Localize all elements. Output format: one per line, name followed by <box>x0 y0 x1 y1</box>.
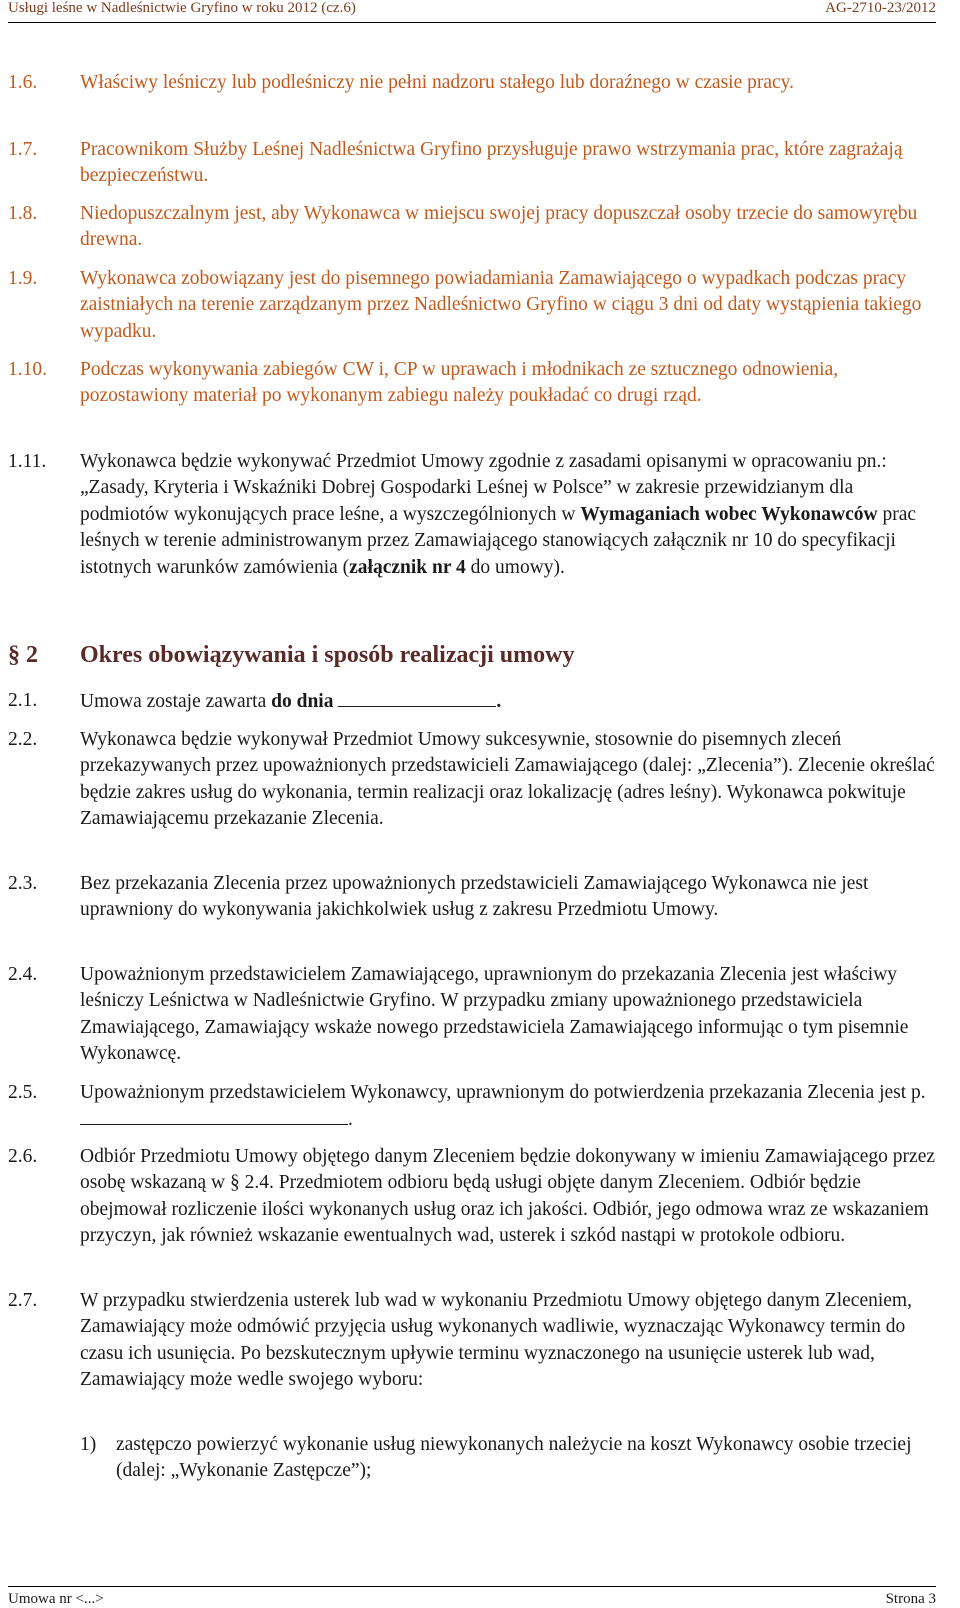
footer-contract-number: Umowa nr <...> <box>8 1591 104 1607</box>
item-text: Upoważnionym przedstawicielem Wykonawcy, uprawnionym do potwierdzenia przekazania Zlecenia jest p. . <box>80 1082 926 1131</box>
item-number: 2.7. <box>8 1290 38 1311</box>
item-number: 2.4. <box>8 964 38 985</box>
section-symbol: § 2 <box>8 642 38 668</box>
item-text: Właściwy leśniczy lub podleśniczy nie pełni nadzoru stałego lub doraźnego w czasie pracy. <box>80 72 795 93</box>
list-item <box>8 266 938 345</box>
section-title: Okres obowiązywania i sposób realizacji umowy <box>80 642 575 668</box>
list-item <box>8 1080 938 1134</box>
list-item <box>8 688 938 715</box>
list-item <box>8 1144 938 1250</box>
list-item <box>8 962 938 1068</box>
list-item <box>8 70 938 96</box>
header-title: Usługi leśne w Nadleśnictwie Gryfino w roku 2012 (cz.6) <box>8 0 356 16</box>
item-number: 1.8. <box>8 203 38 224</box>
item-text: Wykonawca zobowiązany jest do pisemnego powiadamiania Zamawiającego o wypadkach podczas pracy zaistniałych na terenie zarządzanym przez Nadleśnictwo Gryfino w ciągu 3 dni od daty wystąpienia takiego wypadku. <box>80 268 922 342</box>
bold-attachment: załącznik nr 4 <box>349 556 466 578</box>
page-footer <box>8 1586 936 1608</box>
item-number: 2.3. <box>8 873 38 894</box>
list-item <box>8 357 938 410</box>
list-item <box>8 871 938 924</box>
item-text: Niedopuszczalnym jest, aby Wykonawca w miejscu swojej pracy dopuszczał osoby trzecie do samowyrębu drewna. <box>80 203 918 251</box>
item-text: Wykonawca będzie wykonywać Przedmiot Umowy zgodnie z zasadami opisanymi w opracowaniu pn.: „Zasady, Kryteria i Wskaźniki Dobrej Gospodarki Leśnej w Polsce” w zakresie przewidzianym dla podmiotów wykonujących prace leśne, a wyszczególnionych w Wymaganiach wobec Wykonawców prac leśnych w terenie administrowanym przez Zamawiającego stanowiących załącznik nr 10 do specyfikacji istotnych warunków zamówienia (załącznik nr 4 do umowy). <box>80 451 917 578</box>
name-blank-line <box>80 1106 348 1125</box>
item-text: Pracownikom Służby Leśnej Nadleśnictwa Gryfino przysługuje prawo wstrzymania prac, które zagrażają bezpieczeństwu. <box>80 139 903 187</box>
item-text: Bez przekazania Zlecenia przez upoważnionych przedstawicieli Zamawiającego Wykonawca nie jest uprawniony do wykonywania jakichkolwiek usług z zakresu Przedmiotu Umowy. <box>80 873 869 921</box>
item-number: 1.9. <box>8 268 38 289</box>
section-heading <box>8 642 574 669</box>
list-item <box>8 201 938 254</box>
list-item <box>8 1288 938 1394</box>
item-number: 2.1. <box>8 690 38 711</box>
bold-date-label: do dnia <box>271 691 334 712</box>
list-item <box>8 449 938 581</box>
item-text: Podczas wykonywania zabiegów CW i, CP w uprawach i młodnikach ze sztucznego odnowienia, pozostawiony materiał po wykonanym zabiegu należy poukładać co drugi rząd. <box>80 359 839 407</box>
list-item <box>8 137 938 190</box>
item-text: W przypadku stwierdzenia usterek lub wad w wykonaniu Przedmiotu Umowy objętego danym Zleceniem, Zamawiający może odmówić przyjęcia usług wykonanych wadliwie, wyznaczając Wykonawcy termin do czasu ich usunięcia. Po bezskutecznym upływie terminu wyznaczonego na usunięcie usterek lub wad, Zamawiający może wedle swojego wyboru: <box>80 1290 912 1391</box>
item-number: 2.5. <box>8 1082 38 1103</box>
item-text: Umowa zostaje zawarta do dnia . <box>80 688 938 715</box>
item-number: 2.2. <box>8 729 38 750</box>
sub-item-text: zastępczo powierzyć wykonanie usług niewykonanych należycie na koszt Wykonawcy osobie trzeciej (dalej: „Wykonanie Zastępcze”); <box>116 1434 912 1482</box>
header-reference: AG-2710-23/2012 <box>825 0 936 16</box>
sub-list-item <box>80 1432 920 1485</box>
item-number: 1.6. <box>8 72 38 93</box>
item-text: Odbiór Przedmiotu Umowy objętego danym Zleceniem będzie dokonywany w imieniu Zamawiającego przez osobę wskazaną w § 2.4. Przedmiotem odbioru będą usługi objęte danym Zleceniem. Odbiór będzie obejmował rozliczenie ilości wykonanych usług oraz ich jakości. Odbiór, jego odmowa wraz ze wskazaniem przyczyn, jak również wskazanie ewentualnych wad, usterek i szkód nastąpi w protokole odbioru. <box>80 1146 936 1247</box>
date-blank-line <box>338 688 496 707</box>
sub-item-number: 1) <box>80 1434 97 1455</box>
footer-page-number: Strona 3 <box>885 1591 936 1607</box>
item-text: Wykonawca będzie wykonywał Przedmiot Umowy sukcesywnie, stosownie do pisemnych zleceń przekazywanych przez upoważnionych przedstawicieli Zamawiającego (dalej: „Zlecenia”). Zlecenie określać będzie zakres usług do wykonania, termin realizacji oraz lokalizację (adres leśny). Wykonawca pokwituje Zamawiającemu przekazanie Zlecenia. <box>80 729 935 830</box>
item-text: Upoważnionym przedstawicielem Zamawiającego, uprawnionym do przekazania Zlecenia jest właściwy leśniczy Leśnictwa w Nadleśnictwie Gryfino. W przypadku zmiany upoważnionego przedstawiciela Zmawiającego, Zamawiający wskaże nowego przedstawiciela Zamawiającego informując o tym pisemnie Wykonawcę. <box>80 964 909 1065</box>
item-number: 1.7. <box>8 139 38 160</box>
page-header <box>8 0 936 23</box>
item-number: 1.10. <box>8 359 47 380</box>
item-number: 1.11. <box>8 451 47 472</box>
bold-requirements: Wymaganiach wobec Wykonawców <box>580 503 878 525</box>
list-item <box>8 727 938 833</box>
item-number: 2.6. <box>8 1146 38 1167</box>
